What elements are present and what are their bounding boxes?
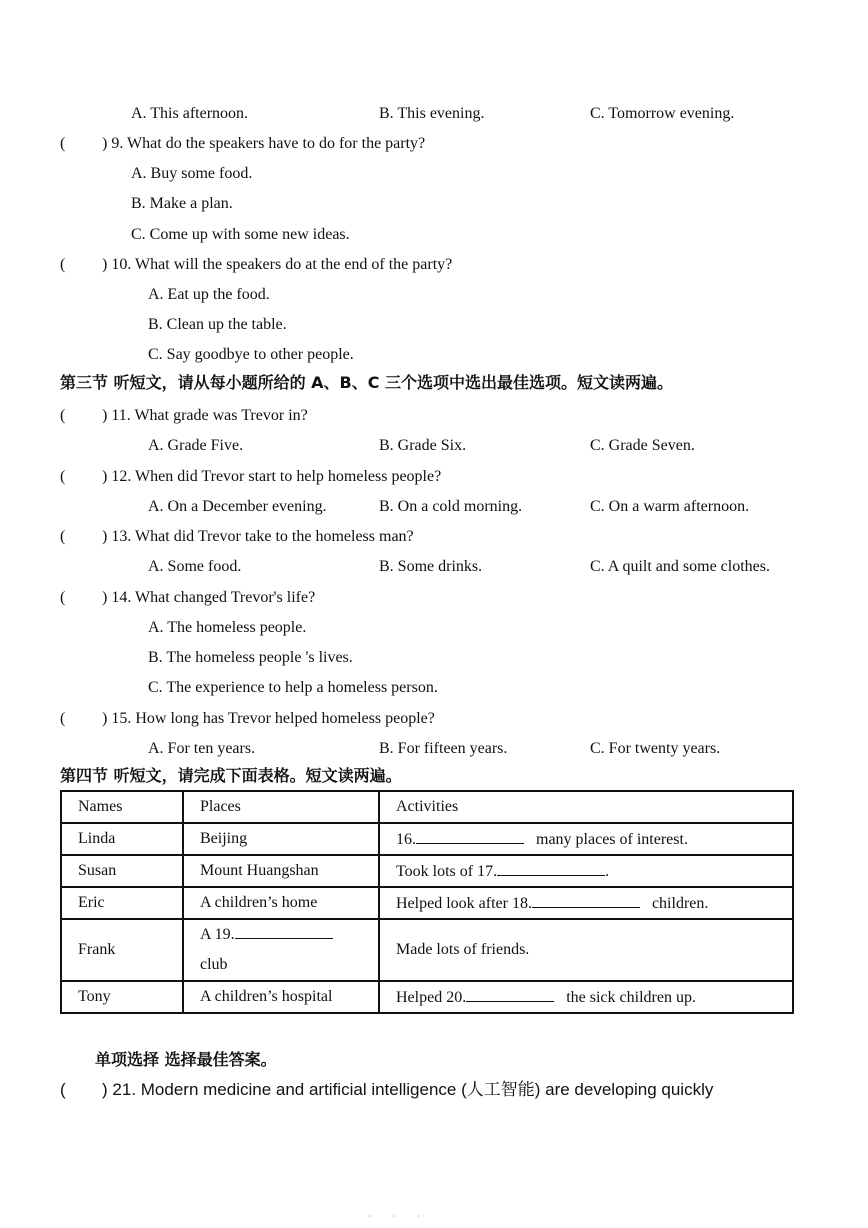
q8-option-b: B. This evening. [379,105,485,122]
cell-activity [379,855,793,887]
q11-option-b: B. Grade Six. [379,437,467,454]
q13-option-c: C. A quilt and some clothes. [590,558,770,575]
answer-blank-19[interactable] [235,924,333,939]
answer-paren-close: ) [102,256,108,273]
answer-blank-20[interactable] [466,987,554,1002]
answer-paren-open[interactable]: ( [60,468,66,485]
section-5-heading: 单项选择 选择最佳答案。 [95,1050,277,1069]
cell-name: Susan [61,855,183,887]
answer-paren-open[interactable]: ( [60,589,66,606]
answer-paren-open[interactable]: ( [60,1080,66,1099]
q10-option-b: B. Clean up the table. [148,316,287,333]
q10-option-c: C. Say goodbye to other people. [148,346,354,363]
activity-suffix: . [605,863,610,880]
activity-prefix: Helped 20. [396,989,467,1006]
footer-dots: · · · [368,1212,430,1221]
q15-option-b: B. For fifteen years. [379,740,508,757]
q14-stem: 14. What changed Trevor's life? [111,589,316,606]
answer-paren-close: ) [102,135,108,152]
q11-stem: 11. What grade was Trevor in? [111,407,308,424]
cell-place [183,919,379,981]
cell-place: A children’s home [183,887,379,919]
table-row [61,981,793,1013]
q9-option-b: B. Make a plan. [131,195,233,212]
q15-stem: 15. How long has Trevor helped homeless people? [111,710,435,727]
activity-prefix: Helped look after 18. [396,895,532,912]
q14-option-a: A. The homeless people. [148,619,307,636]
q12-stem: 12. When did Trevor start to help homeless people? [111,468,442,485]
q12-option-b: B. On a cold morning. [379,498,523,515]
q11-stem-line [60,406,308,426]
q10-option-a: A. Eat up the food. [148,286,270,303]
cell-activity [379,887,793,919]
cell-place: Beijing [183,823,379,855]
q10-stem-line [60,255,452,275]
cell-name: Frank [61,919,183,981]
q15-option-c: C. For twenty years. [590,740,721,757]
header-activities: Activities [379,791,793,823]
q12-option-a: A. On a December evening. [148,498,327,515]
table-row [61,823,793,855]
answer-paren-close: ) [102,468,108,485]
answer-paren-close: ) [102,528,108,545]
table-header-row [61,791,793,823]
cell-activity: Made lots of friends. [379,919,793,981]
q13-option-b: B. Some drinks. [379,558,483,575]
q13-option-a: A. Some food. [148,558,242,575]
answer-paren-close: ) [102,589,108,606]
place-suffix: club [200,956,228,973]
answer-paren-open[interactable]: ( [60,528,66,545]
answer-paren-open[interactable]: ( [60,256,66,273]
q11-option-a: A. Grade Five. [148,437,244,454]
answer-paren-open[interactable]: ( [60,135,66,152]
cell-name: Eric [61,887,183,919]
q11-option-c: C. Grade Seven. [590,437,695,454]
section-3-heading: 第三节 听短文，请从每小题所给的 A、B、C 三个选项中选出最佳选项。短文读两遍。 [60,373,674,392]
table-row [61,887,793,919]
q14-stem-line [60,588,315,608]
answer-paren-close: ) [102,710,108,727]
q12-stem-line [60,467,441,487]
q13-stem: 13. What did Trevor take to the homeless man? [111,528,414,545]
section-4-heading: 第四节 听短文，请完成下面表格。短文读两遍。 [60,766,402,785]
activity-prefix: 16. [396,831,416,848]
header-names: Names [61,791,183,823]
header-places: Places [183,791,379,823]
q8-option-a: A. This afternoon. [131,105,249,122]
q15-option-a: A. For ten years. [148,740,256,757]
cell-name: Linda [61,823,183,855]
activities-table [60,790,794,1014]
q9-stem: 9. What do the speakers have to do for the party? [111,135,426,152]
cell-activity [379,823,793,855]
q21-stem-line [60,1080,713,1100]
q9-option-c: C. Come up with some new ideas. [131,226,350,243]
answer-paren-open[interactable]: ( [60,710,66,727]
cell-name: Tony [61,981,183,1013]
cell-place: A children’s hospital [183,981,379,1013]
activity-suffix: children. [647,895,709,912]
q9-option-a: A. Buy some food. [131,165,253,182]
q9-stem-line [60,134,425,154]
answer-paren-close: ) [102,1080,108,1099]
answer-paren-open[interactable]: ( [60,407,66,424]
cell-place: Mount Huangshan [183,855,379,887]
q14-option-c: C. The experience to help a homeless person. [148,679,438,696]
answer-blank-18[interactable] [532,893,640,908]
q21-stem: 21. Modern medicine and artificial intelligence (人工智能) are developing quickly [112,1080,714,1099]
table-row [61,919,793,981]
q14-option-b: B. The homeless people 's lives. [148,649,353,666]
q13-stem-line [60,527,414,547]
activity-prefix: Took lots of 17. [396,863,498,880]
answer-blank-17[interactable] [497,861,605,876]
answer-paren-close: ) [102,407,108,424]
q8-option-c: C. Tomorrow evening. [590,105,735,122]
table-row [61,855,793,887]
activity-suffix: the sick children up. [562,989,696,1006]
q15-stem-line [60,709,435,729]
place-prefix: A 19. [200,926,235,943]
answer-blank-16[interactable] [416,829,524,844]
q10-stem: 10. What will the speakers do at the end of the party? [111,256,453,273]
cell-activity [379,981,793,1013]
activity-suffix: many places of interest. [532,831,688,848]
q12-option-c: C. On a warm afternoon. [590,498,750,515]
